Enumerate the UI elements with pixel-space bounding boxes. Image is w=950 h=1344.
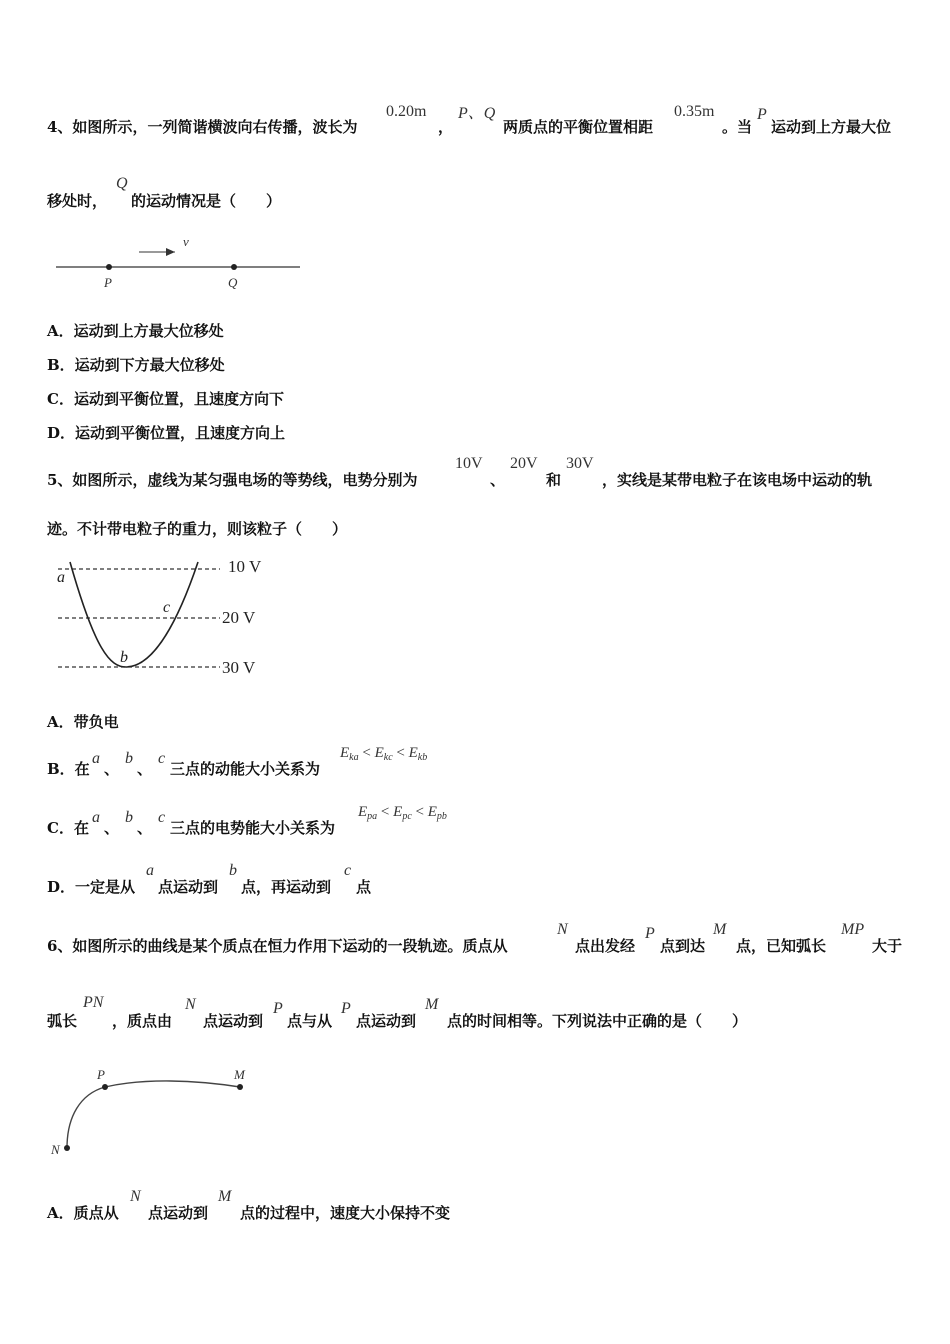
q6-N: N <box>185 996 196 1013</box>
q6-text: ，质点由 <box>112 1012 173 1030</box>
q5-v1: 10V <box>455 455 483 472</box>
q6-curve <box>67 1081 240 1148</box>
q6-text: 点出发经 <box>575 937 636 955</box>
q4-text: 。当 <box>722 118 753 136</box>
q6-text: 点的时间相等。下列说法中正确的是（ ） <box>447 1012 748 1030</box>
q6-option-a-text: 点的过程中，速度大小保持不变 <box>240 1204 451 1222</box>
q5-symbol-c: c <box>344 862 352 879</box>
q5-symbol-b: b <box>125 809 133 826</box>
q5-sep: 、 <box>104 819 120 837</box>
q5-sep: 、 <box>137 760 153 778</box>
q5-symbol-a: a <box>146 862 154 879</box>
q5-trajectory <box>70 562 198 667</box>
q5-option-c-label: C．在 <box>47 819 89 837</box>
q6-N: N <box>130 1188 141 1205</box>
q5-sep: 、 <box>490 471 506 489</box>
q5-label-30v: 30 V <box>222 658 256 677</box>
q5-symbol-a: a <box>92 809 100 826</box>
q4-text: 运动到上方最大位 <box>771 118 892 136</box>
q5-label-10v: 10 V <box>228 557 262 576</box>
q5-option-b-label: B．在 <box>47 760 90 778</box>
q4-P: P <box>757 106 767 123</box>
q5-field-figure <box>50 550 280 680</box>
q4-point-P <box>106 264 112 270</box>
q4-Q: Q <box>116 175 128 192</box>
q5-label-20v: 20 V <box>222 608 256 627</box>
q4-option-d: D．运动到平衡位置，且速度方向上 <box>47 424 286 442</box>
q6-text: 6、如图所示的曲线是某个质点在恒力作用下运动的一段轨迹。质点从 <box>47 937 508 955</box>
q4-comma: ， <box>438 118 454 136</box>
q4-P-label: P <box>104 275 112 290</box>
q5-option-c-expr: $E_{pa} < E_{pc} < E_{pb}$ <box>358 804 447 822</box>
q5-symbol-a: a <box>92 750 100 767</box>
q4-text: 4、如图所示，一列简谐横波向右传播，波长为 <box>47 118 358 136</box>
q5-symbol-c: c <box>158 750 166 767</box>
q6-text: 点到达 <box>660 937 706 955</box>
q5-option-c-text: 三点的电势能大小关系为 <box>170 819 336 837</box>
q6-P: P <box>341 1000 351 1017</box>
q6-point-P <box>102 1084 108 1090</box>
q5-option-b-expr: $E_{ka} < E_{kc} < E_{kb}$ <box>340 745 428 763</box>
q5-point-b: b <box>120 649 128 666</box>
q4-text: 两质点的平衡位置相距 <box>503 118 654 136</box>
q5-v2: 20V <box>510 455 538 472</box>
q6-text: 弧长 <box>47 1012 78 1030</box>
q6-text: 点与从 <box>287 1012 333 1030</box>
q6-MP: MP <box>841 921 865 938</box>
q4-distance: 0.35m <box>674 103 715 120</box>
q5-point-c: c <box>163 599 171 616</box>
q6-option-a-text: 点运动到 <box>148 1204 209 1222</box>
q5-option-d-text: 点，再运动到 <box>241 878 332 896</box>
q4-point-Q <box>231 264 237 270</box>
q6-option-a-text: A．质点从 <box>47 1204 119 1222</box>
q5-stem-line2: 迹。不计带电粒子的重力，则该粒子（ ） <box>47 520 348 538</box>
q6-M: M <box>713 921 727 938</box>
q6-P: P <box>645 925 655 942</box>
q4-option-b: B．运动到下方最大位移处 <box>47 356 225 374</box>
q5-option-a: A．带负电 <box>47 713 119 731</box>
q4-v-label: v <box>183 234 189 249</box>
q5-option-b-text: 三点的动能大小关系为 <box>170 760 321 778</box>
q5-symbol-b: b <box>125 750 133 767</box>
q6-trajectory-figure <box>45 1062 265 1162</box>
q5-v3: 30V <box>566 455 594 472</box>
q6-M-label: M <box>234 1067 245 1082</box>
q5-symbol-b: b <box>229 862 237 879</box>
q6-text: 点运动到 <box>203 1012 264 1030</box>
q6-point-N <box>64 1145 70 1151</box>
q5-text: 5、如图所示，虚线为某匀强电场的等势线，电势分别为 <box>47 471 418 489</box>
q6-P: P <box>273 1000 283 1017</box>
q6-P-label: P <box>97 1067 105 1082</box>
q4-wavelength: 0.20m <box>386 103 427 120</box>
q6-text: 点运动到 <box>356 1012 417 1030</box>
q5-option-d-text: D．一定是从 <box>47 878 136 896</box>
q5-sep: 、 <box>137 819 153 837</box>
q6-point-M <box>237 1084 243 1090</box>
q5-sep: 、 <box>104 760 120 778</box>
q5-option-d-text: 点 <box>356 878 372 896</box>
q6-N-label: N <box>51 1142 60 1157</box>
q4-wave-figure <box>50 230 310 295</box>
q6-N: N <box>557 921 568 938</box>
q4-option-c: C．运动到平衡位置，且速度方向下 <box>47 390 284 408</box>
q4-text: 的运动情况是（ ） <box>131 192 282 210</box>
q5-point-a: a <box>57 569 65 586</box>
q4-pq: P、Q <box>458 105 496 122</box>
q5-text: ，实线是某带电粒子在该电场中运动的轨 <box>602 471 873 489</box>
q4-option-a: A．运动到上方最大位移处 <box>47 322 224 340</box>
q6-M: M <box>218 1188 232 1205</box>
q6-M: M <box>425 996 439 1013</box>
q6-text: 点，已知弧长 <box>736 937 827 955</box>
q6-PN: PN <box>83 994 104 1011</box>
q4-text: 移处时， <box>47 192 108 210</box>
q4-Q-label: Q <box>228 275 238 290</box>
q6-text: 大于 <box>872 937 903 955</box>
q5-sep: 和 <box>546 471 562 489</box>
q5-symbol-c: c <box>158 809 166 826</box>
q5-option-d-text: 点运动到 <box>158 878 219 896</box>
